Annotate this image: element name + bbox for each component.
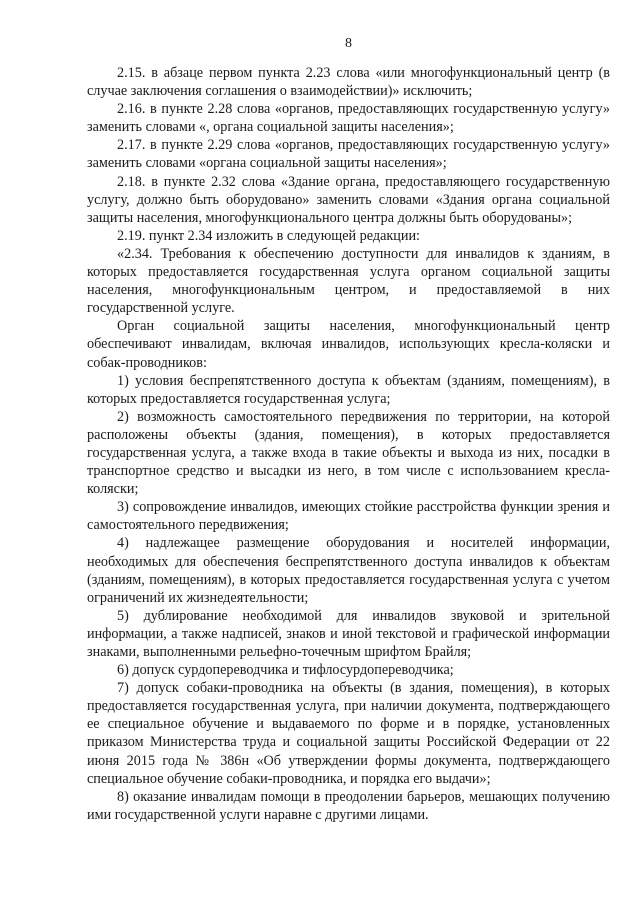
document-body	[87, 64, 610, 824]
paragraph-2-15: 2.15. в абзаце первом пункта 2.23 слова «или многофункциональный центр (в случае заключения соглашения о взаимодействии)» исключить;	[87, 65, 610, 100]
list-item-5: 5) дублирование необходимой для инвалидов звуковой и зрительной информации, а также надписей, знаков и иной текстовой и графической информации знаками, выполненными рельефно-точечным шрифтом Брайля;	[87, 607, 610, 660]
paragraph-2-18: 2.18. в пункте 2.32 слова «Здание органа, предоставляющего государственную услугу, должно быть оборудовано» заменить словами «Здания органа социальной защиты населения, многофункционального центра должны быть оборудованы»;	[87, 173, 610, 226]
list-item-8: 8) оказание инвалидам помощи в преодолении барьеров, мешающих получению ими государственной услуги наравне с другими лицами.	[87, 788, 610, 823]
list-item-6: 6) допуск сурдопереводчика и тифлосурдопереводчика;	[117, 662, 454, 679]
paragraph-2-17: 2.17. в пункте 2.29 слова «органов, предоставляющих государственную услугу» заменить словами «органа социальной защиты населения»;	[87, 137, 610, 172]
paragraph-2-34-heading: «2.34. Требования к обеспечению доступности для инвалидов к зданиям, в которых предоставляется государственная услуга органом социальной защиты населения, многофункциональным центром, и предоставляемой в них государственной услуге.	[87, 245, 610, 317]
paragraph-intro: Орган социальной защиты населения, многофункциональный центр обеспечивают инвалидам, включая инвалидов, использующих кресла-коляски и собак-проводников:	[87, 318, 610, 371]
list-item-3: 3) сопровождение инвалидов, имеющих стойкие расстройства функции зрения и самостоятельного передвижения;	[87, 499, 610, 534]
list-item-1: 1) условия беспрепятственного доступа к объектам (зданиям, помещениям), в которых предоставляется государственная услуга;	[87, 372, 610, 407]
list-item-7: 7) допуск собаки-проводника на объекты (в здания, помещения), в которых предоставляется государственная услуга, при наличии документа, подтверждающего ее специальное обучение и выдаваемого по форме и в порядке, установленных приказом Министерства труда и социальной защиты Российской Федерации от 22 июня 2015 года № 386н «Об утверждении формы документа, подтверждающего специальное обучение собаки-проводника, и порядка его выдачи»;	[87, 680, 610, 787]
list-item-4: 4) надлежащее размещение оборудования и носителей информации, необходимых для обеспечения беспрепятственного доступа инвалидов к объектам (зданиям, помещениям), в которых предоставляется государственная услуга с учетом ограничений их жизнедеятельности;	[87, 535, 610, 606]
list-item-2: 2) возможность самостоятельного передвижения по территории, на которой расположены объекты (здания, помещения), в которых предоставляется государственная услуга, а также входа в такие объекты и выхода из них, посадки в транспортное средство и высадки из него, в том числе с использованием кресла-коляски;	[87, 408, 610, 498]
page-number: 8	[345, 36, 352, 51]
paragraph-2-19: 2.19. пункт 2.34 изложить в следующей редакции:	[117, 227, 420, 244]
paragraph-2-16: 2.16. в пункте 2.28 слова «органов, предоставляющих государственную услугу» заменить словами «, органа социальной защиты населения»;	[87, 101, 610, 136]
